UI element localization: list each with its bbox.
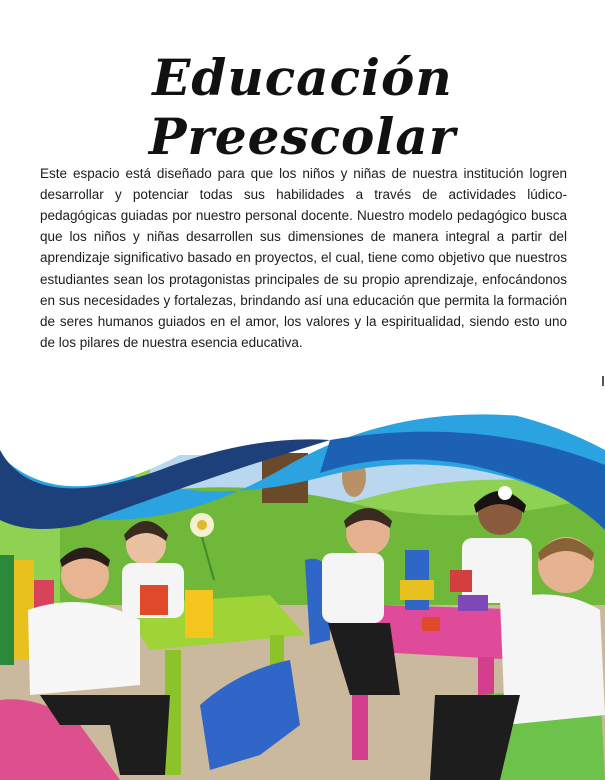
- child-4: [462, 538, 532, 603]
- child-1: [28, 602, 140, 695]
- edge-mark: [602, 376, 604, 386]
- page-title: Educación Preescolar: [148, 48, 457, 166]
- lego-toy: [140, 585, 168, 615]
- child-3: [322, 553, 384, 623]
- intro-paragraph: Este espacio está diseñado para que los niños y niñas de nuestra institución logren desarrollar y potenciar todas sus habilidades a través de actividades lúdico-pedagógicas guiadas por nuestro personal docente. Nuestro modelo pedagógico busca que los niños y niñas desarrollen sus dimensiones de manera integral a partir del aprendizaje significativo basado en proyectos, el cual, tiene como objetivo que nuestros estudiantes sean los protagonistas principales de su propio aprendizaje, enfocándonos en sus necesidades y fortalezas, brindando así una educación que permita la formación de seres humanos guiados en el amor, los valores y la espiritualidad, siendo esto uno de los pilares de nuestra esencia educativa.: [40, 165, 567, 351]
- classroom-photo: [0, 395, 605, 780]
